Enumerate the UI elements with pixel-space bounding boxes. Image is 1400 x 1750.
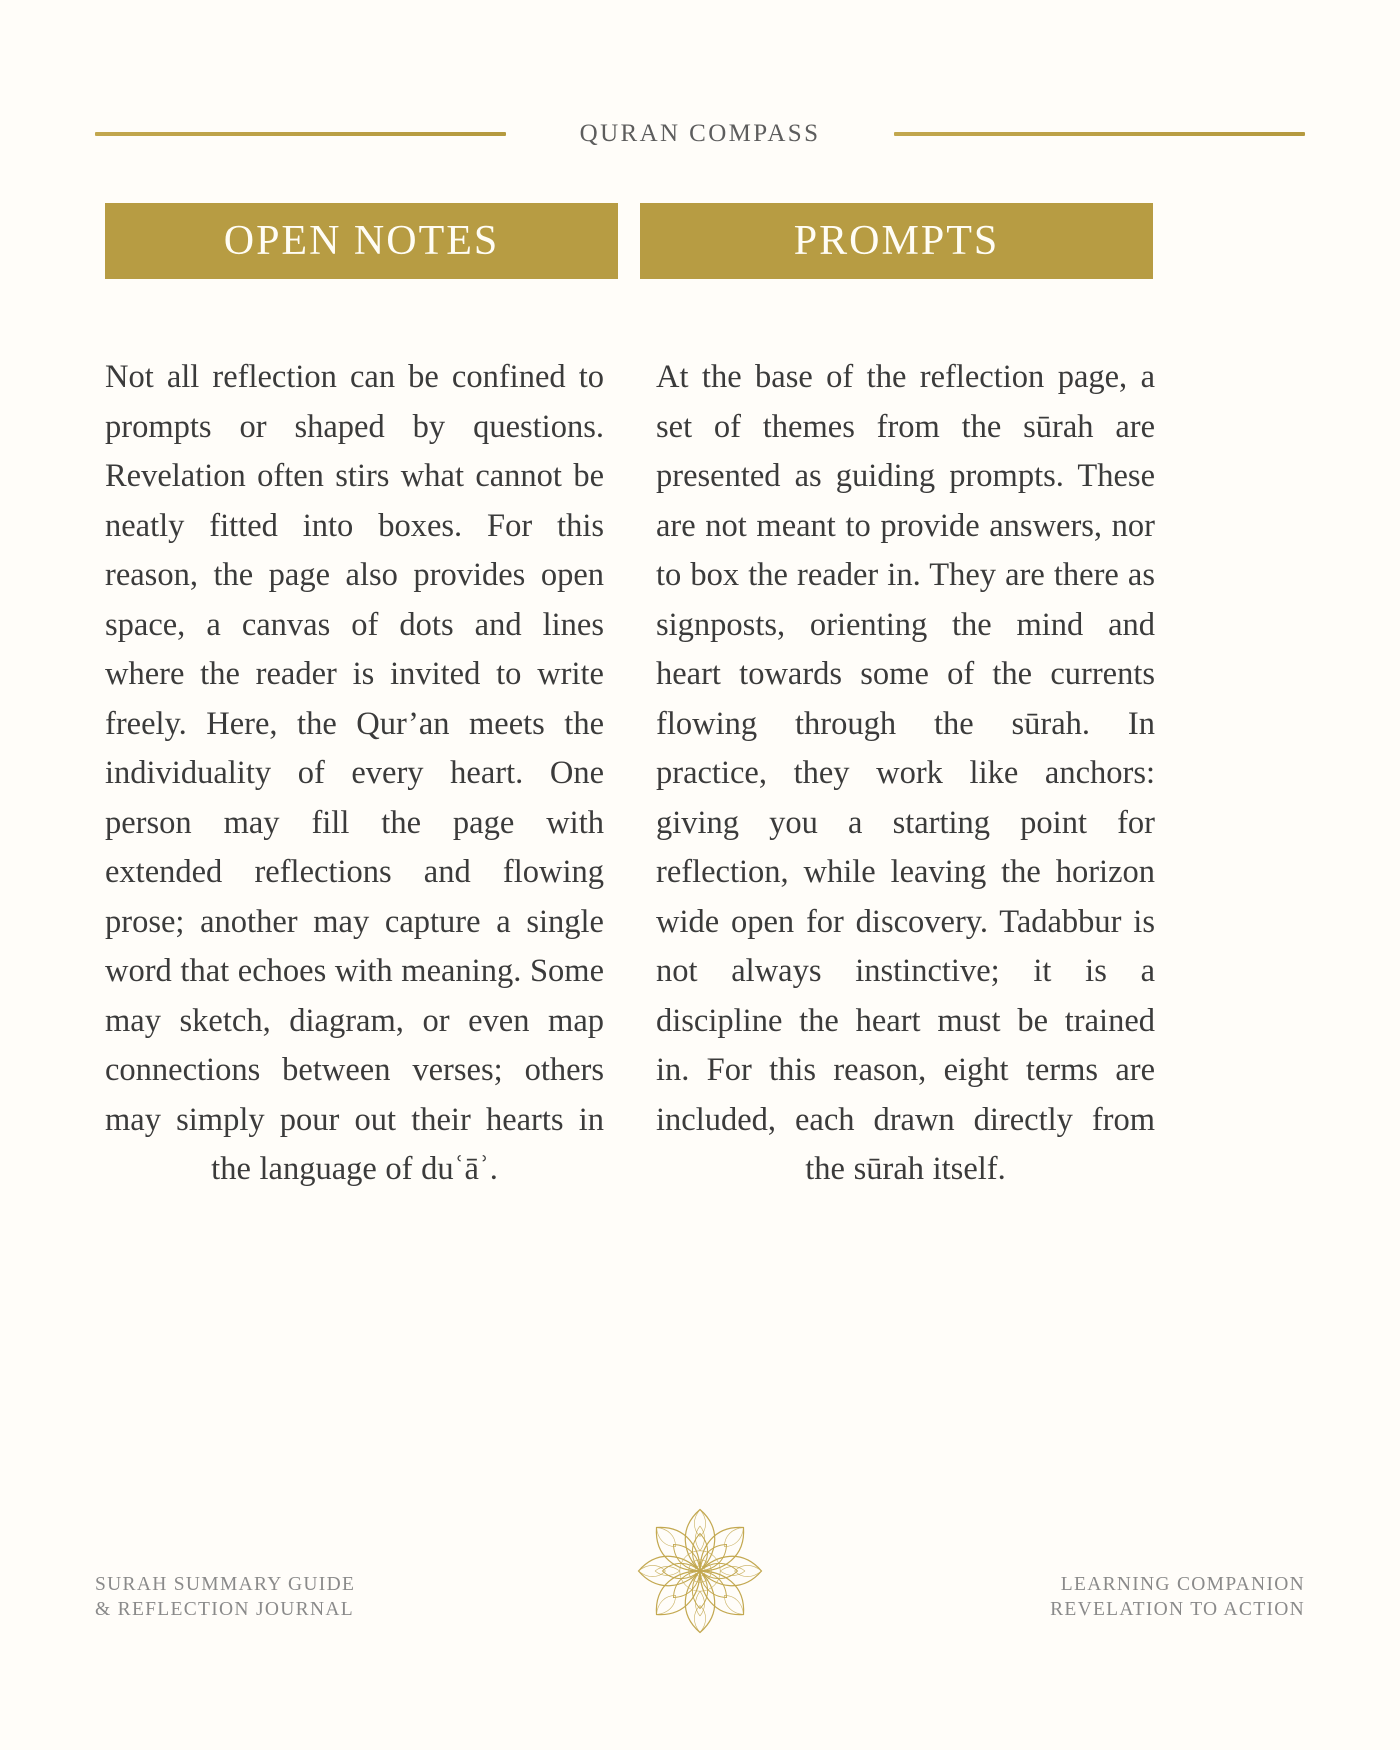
header-rule-left (95, 132, 506, 136)
floral-rosette-icon (625, 1496, 775, 1646)
page-footer (95, 1510, 1305, 1640)
column-prompts (656, 353, 1155, 1195)
banner-prompts-label: PROMPTS (793, 218, 1000, 264)
banner-prompts (640, 203, 1153, 279)
footer-right-line-2: REVELATION TO ACTION (1050, 1599, 1305, 1620)
page-title: QURAN COMPASS (579, 120, 821, 147)
footer-left-text (95, 1572, 355, 1622)
prompts-body-text: At the base of the reflection page, a set of themes from the sūrah are presented as guiding prompts. These are not meant to provide answers, nor to box the reader in. They are there as signposts, orienting the mind and heart towards some of the currents flowing through the sūrah. In practice, they work like anchors: giving you a starting point for reflection, while leaving the horizon wide open for discovery. Tadabbur is not always instinctive; it is a discipline the heart must be trained in. For this reason, eight terms are included, each drawn directly from the sūrah itself. (656, 359, 1155, 1187)
footer-left-line-2: & REFLECTION JOURNAL (95, 1599, 354, 1620)
footer-right-line-1: LEARNING COMPANION (1060, 1574, 1305, 1595)
footer-left-line-1: SURAH SUMMARY GUIDE (95, 1574, 356, 1595)
column-open-notes (105, 353, 604, 1195)
open-notes-body-text: Not all reflection can be confined to prompts or shaped by questions. Revelation often stirs what cannot be neatly fitted into boxes. For this reason, the page also provides open space, a canvas of dots and lines where the reader is invited to write freely. Here, the Qur’an meets the individuality of every heart. One person may fill the page with extended reflections and flowing prose; another may capture a single word that echoes with meaning. Some may sketch, diagram, or even map connections between verses; others may simply pour out their hearts in the language of duʿāʾ. (105, 359, 604, 1187)
banner-open-notes-label: OPEN NOTES (223, 218, 500, 264)
header-rule-right (894, 132, 1305, 136)
footer-right-text (1050, 1572, 1305, 1622)
banner-open-notes (105, 203, 618, 279)
page-header (95, 112, 1305, 156)
section-banner-row (105, 203, 1155, 279)
content-columns (105, 353, 1155, 1195)
